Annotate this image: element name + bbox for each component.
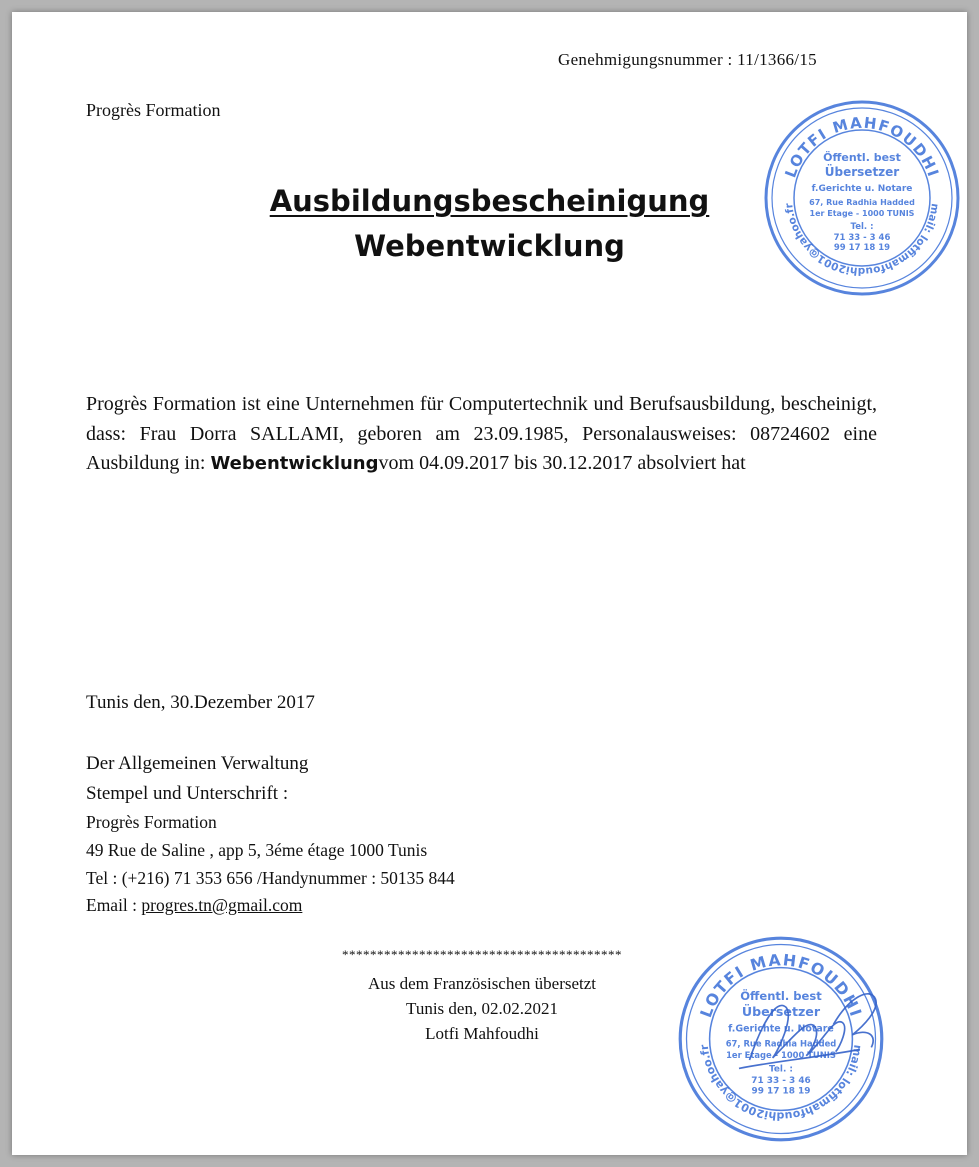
administration-line: Der Allgemeinen Verwaltung xyxy=(86,753,309,774)
svg-text:1er Etage - 1000 TUNIS: 1er Etage - 1000 TUNIS xyxy=(809,209,915,218)
svg-text:1er Etage - 1000 TUNIS: 1er Etage - 1000 TUNIS xyxy=(726,1049,836,1060)
certificate-body: Progrès Formation ist eine Unternehmen für Computertechnik und Berufsausbildung, bescheinigt, dass: Frau Dorra SALLAMI, geboren am 23.09.1985, Personalausweises: 08724602 eine Ausbildung in: Webentwicklungvom 04.09.2017 bis 30.12.2017 absolviert hat xyxy=(86,393,877,474)
separator: **************************************** xyxy=(342,947,622,962)
svg-text:mail: lotfimahfoudhi2001@yahoo: mail: lotfimahfoudhi2001@yahoo.fr xyxy=(783,202,941,278)
document-title: Ausbildungsbescheinigung xyxy=(269,184,710,218)
translator-name: Lotfi Mahfoudhi xyxy=(425,1024,539,1043)
svg-text:f.Gerichte u. Notare: f.Gerichte u. Notare xyxy=(811,184,913,194)
issue-date: Tunis den, 30.Dezember 2017 xyxy=(86,692,315,713)
svg-text:99 17 18 19: 99 17 18 19 xyxy=(751,1086,811,1097)
stamp-signature-label: Stempel und Unterschrift : xyxy=(86,783,289,804)
svg-text:99 17 18 19: 99 17 18 19 xyxy=(833,243,891,253)
svg-text:f.Gerichte u. Notare: f.Gerichte u. Notare xyxy=(728,1023,834,1035)
email-link[interactable]: progres.tn@gmail.com xyxy=(141,895,303,915)
svg-text:mail: lotfimahfoudhi2001@yahoo: mail: lotfimahfoudhi2001@yahoo.fr xyxy=(697,1043,865,1123)
svg-text:67, Rue Radhia Hadded: 67, Rue Radhia Hadded xyxy=(725,1038,837,1049)
svg-text:LOTFI MAHFOUDHI: LOTFI MAHFOUDHI xyxy=(696,950,866,1020)
company-name-header: Progrès Formation xyxy=(86,100,221,120)
company-name-footer: Progrès Formation xyxy=(86,812,217,832)
company-email-line: Email : progres.tn@gmail.com xyxy=(86,895,303,915)
course-name: Webentwicklung xyxy=(210,453,379,474)
document-page xyxy=(12,12,967,1155)
svg-text:Übersetzer: Übersetzer xyxy=(741,1003,821,1019)
svg-text:67, Rue Radhia Hadded: 67, Rue Radhia Hadded xyxy=(809,198,915,207)
svg-text:Tel. :: Tel. : xyxy=(850,222,874,232)
document-subtitle: Webentwicklung xyxy=(354,229,625,263)
svg-text:Übersetzer: Übersetzer xyxy=(824,165,900,179)
svg-text:LOTFI MAHFOUDHI: LOTFI MAHFOUDHI xyxy=(781,113,943,181)
translation-note: Aus dem Französischen übersetzt xyxy=(367,974,597,993)
svg-text:Öffentl. best: Öffentl. best xyxy=(823,151,901,164)
translator-stamp-bottom xyxy=(676,934,886,1144)
svg-text:Öffentl. best: Öffentl. best xyxy=(740,989,822,1004)
translation-date: Tunis den, 02.02.2021 xyxy=(406,999,558,1018)
svg-text:71 33 - 3 46: 71 33 - 3 46 xyxy=(833,233,891,243)
approval-number: Genehmigungsnummer : 11/1366/15 xyxy=(558,50,817,69)
company-phone: Tel : (+216) 71 353 656 /Handynummer : 50135 844 xyxy=(86,868,455,888)
company-address: 49 Rue de Saline , app 5, 3éme étage 1000 Tunis xyxy=(86,840,428,860)
svg-text:Tel. :: Tel. : xyxy=(768,1064,794,1075)
svg-text:71 33 - 3 46: 71 33 - 3 46 xyxy=(751,1076,811,1087)
